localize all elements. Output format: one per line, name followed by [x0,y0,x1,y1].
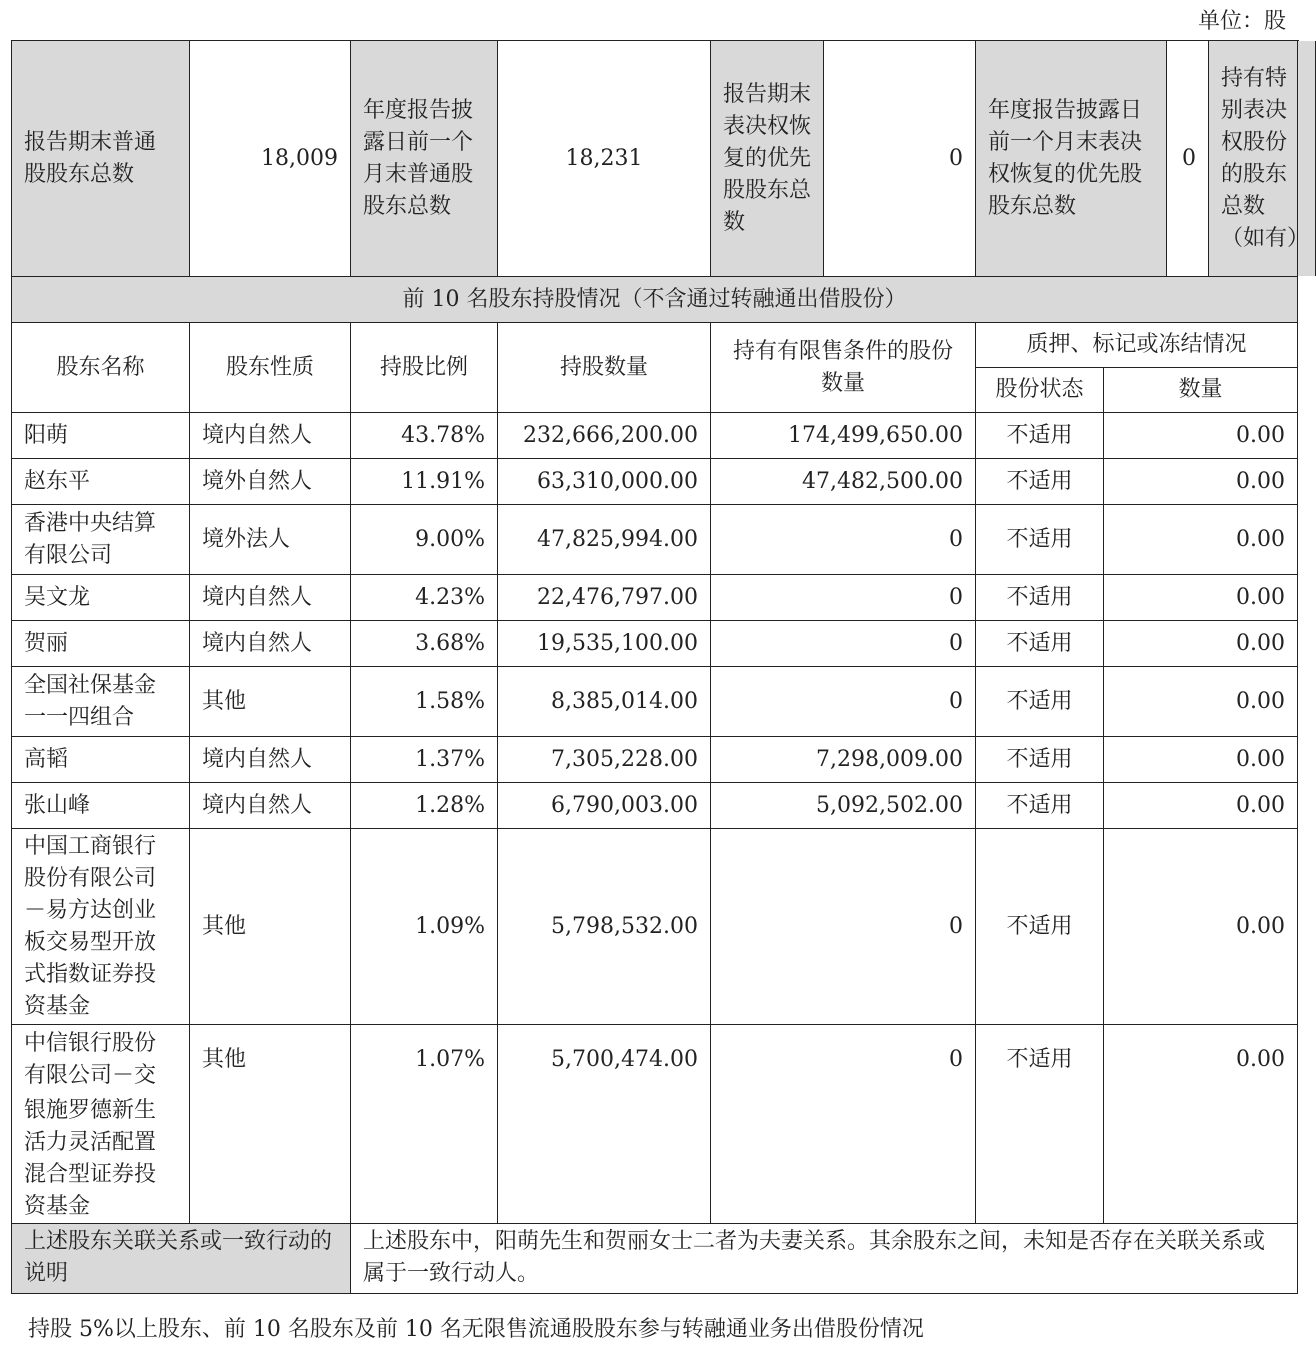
restricted-quantity: 0 [711,575,976,621]
shareholding-ratio: 43.78% [351,413,498,459]
shareholding-ratio: 1.37% [351,737,498,783]
table-row [12,783,1298,829]
header-pledge-group: 质押、标记或冻结情况 [976,323,1298,368]
pledge-status: 不适用 [976,737,1104,783]
pref-prev-holders-value: 0 [1167,41,1209,276]
shareholder-nature: 境内自然人 [190,413,351,459]
shareholder-name: 阳萌 [12,413,190,459]
share-quantity: 232,666,200.00 [498,413,711,459]
shareholder-nature: 其他 [190,667,351,737]
unit-label: 单位：股 [1197,9,1286,34]
shareholder-name: 中信银行股份有限公司－交 [12,1025,190,1095]
shareholder-name-continued: 银施罗德新生活力灵活配置混合型证券投资基金 [12,1095,190,1224]
shareholder-name: 吴文龙 [12,575,190,621]
restricted-quantity: 7,298,009.00 [711,737,976,783]
total-holders-value: 18,009 [190,41,351,277]
restricted-quantity: 5,092,502.00 [711,783,976,829]
share-quantity: 22,476,797.00 [498,575,711,621]
pledge-status: 不适用 [976,505,1104,575]
pledge-status: 不适用 [976,459,1104,505]
pledge-quantity: 0.00 [1104,667,1298,737]
shareholder-nature: 境内自然人 [190,737,351,783]
header-pledge-status: 股份状态 [976,368,1104,413]
shareholder-nature: 境外法人 [190,505,351,575]
pledge-quantity: 0.00 [1104,413,1298,459]
prev-month-holders-value: 18,231 [498,41,711,277]
relation-text: 上述股东中，阳萌先生和贺丽女士二者为夫妻关系。其余股东之间，未知是否存在关联关系或属于一致行动人。 [351,1223,1298,1293]
table-row [12,829,1298,1025]
pledge-quantity: 0.00 [1104,783,1298,829]
pledge-quantity: 0.00 [1104,737,1298,783]
header-restricted: 持有有限售条件的股份数量 [711,323,976,413]
shareholding-ratio: 1.58% [351,667,498,737]
shareholding-ratio: 1.28% [351,783,498,829]
restricted-quantity: 0 [711,1025,976,1095]
shareholder-nature: 境内自然人 [190,783,351,829]
pledge-quantity: 0.00 [1104,1025,1298,1095]
pledge-status: 不适用 [976,575,1104,621]
table-row [12,621,1298,667]
shareholder-table [11,40,1310,1294]
pref-holders-value: 0 [824,41,976,276]
pledge-status: 不适用 [976,1025,1104,1095]
section-title: 前 10 名股东持股情况（不含通过转融通出借股份） [12,277,1298,323]
pledge-quantity: 0.00 [1104,505,1298,575]
shareholder-name: 中国工商银行股份有限公司－易方达创业板交易型开放式指数证券投资基金 [12,829,190,1025]
restricted-quantity: 0 [711,505,976,575]
shareholding-ratio: 1.09% [351,829,498,1025]
header-ratio: 持股比例 [351,323,498,413]
shareholder-name: 张山峰 [12,783,190,829]
shareholding-ratio: 11.91% [351,459,498,505]
header-name: 股东名称 [12,323,190,413]
table-row [12,575,1298,621]
shareholding-ratio: 3.68% [351,621,498,667]
relation-label: 上述股东关联关系或一致行动的说明 [12,1223,351,1293]
share-quantity: 8,385,014.00 [498,667,711,737]
pledge-status: 不适用 [976,783,1104,829]
shareholder-nature: 其他 [190,1025,351,1095]
table-row [12,413,1298,459]
shareholder-nature: 其他 [190,829,351,1025]
shareholder-name: 全国社保基金一一四组合 [12,667,190,737]
header-quantity: 持股数量 [498,323,711,413]
pledge-quantity: 0.00 [1104,459,1298,505]
pledge-status: 不适用 [976,413,1104,459]
pref-prev-holders-label: 年度报告披露日前一个月末表决权恢复的优先股股东总数 [976,41,1167,276]
header-nature: 股东性质 [190,323,351,413]
share-quantity: 47,825,994.00 [498,505,711,575]
restricted-quantity: 0 [711,667,976,737]
footer-text: 持股 5%以上股东、前 10 名股东及前 10 名无限售流通股股东参与转融通业务出借股份情况 [28,1317,924,1342]
pledge-quantity: 0.00 [1104,621,1298,667]
restricted-quantity: 174,499,650.00 [711,413,976,459]
special-holders-label: 持有特别表决权股份的股东总数（如有） [1209,41,1316,276]
shareholder-name: 贺丽 [12,621,190,667]
shareholding-ratio: 9.00% [351,505,498,575]
table-row [12,505,1298,575]
table-row [12,459,1298,505]
pledge-status: 不适用 [976,621,1104,667]
summary-row [12,41,1298,277]
table-row [12,667,1298,737]
restricted-quantity: 47,482,500.00 [711,459,976,505]
header-pledge-quantity: 数量 [1104,368,1298,413]
share-quantity: 5,700,474.00 [498,1025,711,1095]
shareholder-name: 赵东平 [12,459,190,505]
shareholder-nature: 境外自然人 [190,459,351,505]
share-quantity: 63,310,000.00 [498,459,711,505]
pledge-quantity: 0.00 [1104,829,1298,1025]
share-quantity: 6,790,003.00 [498,783,711,829]
table-row [12,737,1298,783]
share-quantity: 7,305,228.00 [498,737,711,783]
share-quantity: 19,535,100.00 [498,621,711,667]
shareholder-nature: 境内自然人 [190,575,351,621]
pledge-status: 不适用 [976,667,1104,737]
shareholder-name: 香港中央结算有限公司 [12,505,190,575]
shareholder-name: 高韬 [12,737,190,783]
share-quantity: 5,798,532.00 [498,829,711,1025]
shareholding-ratio: 4.23% [351,575,498,621]
restricted-quantity: 0 [711,829,976,1025]
table-row-continued [12,1095,1298,1224]
table-row [12,1025,1298,1095]
total-holders-label: 报告期末普通股股东总数 [12,41,190,277]
pledge-status: 不适用 [976,829,1104,1025]
prev-month-holders-label: 年度报告披露日前一个月末普通股股东总数 [351,41,498,277]
pledge-quantity: 0.00 [1104,575,1298,621]
shareholder-nature: 境内自然人 [190,621,351,667]
shareholding-ratio: 1.07% [351,1025,498,1095]
pref-holders-label: 报告期末表决权恢复的优先股股东总数 [711,41,824,276]
restricted-quantity: 0 [711,621,976,667]
